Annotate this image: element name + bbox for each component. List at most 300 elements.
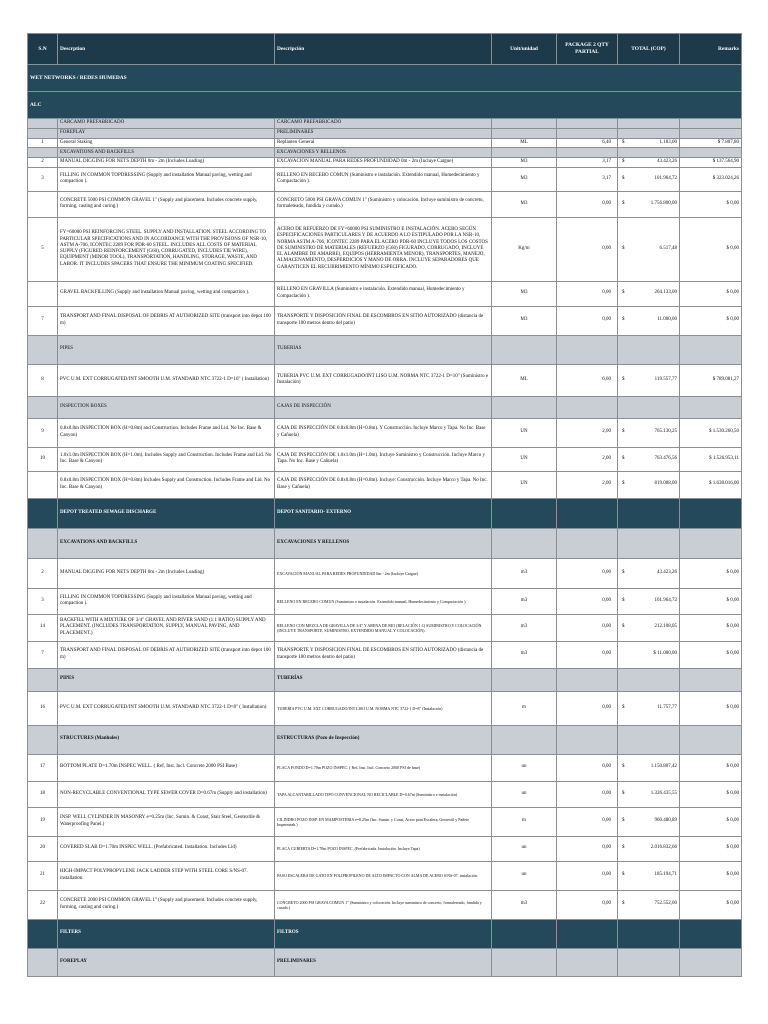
table-row — [28, 781, 742, 807]
remarks-empty — [680, 129, 742, 139]
total-empty — [618, 335, 680, 364]
quantity-cell: 0,00 — [557, 191, 618, 217]
total-cell — [618, 588, 680, 614]
total-cell — [618, 754, 680, 781]
remarks-empty — [680, 919, 742, 948]
total-cell — [618, 781, 680, 807]
unit-cell: m — [492, 807, 557, 836]
unit-cell: ML — [492, 139, 557, 148]
item-number: 18 — [28, 781, 58, 807]
description-en: TRANSPORT AND FINAL DISPOSAL OF DEBRIS AT AUTHORIZED SITE (transport into depot 100 m) — [58, 641, 275, 668]
sn-empty — [28, 148, 58, 158]
table-row — [28, 836, 742, 861]
unit-empty — [492, 129, 557, 139]
quantity-cell: 0,00 — [557, 691, 618, 725]
quantity-cell: 0,00 — [557, 306, 618, 335]
total-cell — [618, 191, 680, 217]
sn-empty — [28, 528, 58, 558]
total-amount: 763.476,56 — [654, 455, 677, 461]
subsection-row — [28, 335, 742, 364]
remarks-cell: $ 789.081,27 — [680, 364, 742, 396]
description-es: CILINDRO POZO INSP. EN MAMPOSTERIA e=0.25m (Inc. Sumin. y Const, Acero para Escalera, Geotextil y Pañete Impermeab.) — [275, 807, 492, 836]
group-header-row — [28, 919, 742, 948]
currency-symbol: $ — [622, 175, 625, 181]
sn-empty — [28, 725, 58, 754]
quantity-cell: 0,00 — [557, 781, 618, 807]
sn-empty — [28, 119, 58, 129]
total-cell — [618, 418, 680, 447]
quantity-cell: 0,00 — [557, 217, 618, 281]
quantity-empty — [557, 148, 618, 158]
total-empty — [618, 119, 680, 129]
description-en: TRANSPORT AND FINAL DISPOSAL OF DEBRIS AT AUTHORIZED SITE (transport into depot 100 m) — [58, 306, 275, 335]
description-es: RELLENO CON MEZCLA DE GRAVILLA DE 3/4" Y ARENA DE RIO (RELACIÓN 1:1) SUMINISTRO Y COLOCACIÓN. (INCLUYE TRANSPORTE, SUMINISTRO, EXTENDIDO MANUAL Y COLOCACIÓN). — [275, 614, 492, 641]
quantity-empty — [557, 396, 618, 418]
total-amount: 11.000,00 — [657, 317, 677, 323]
header-description-es: Descripción — [275, 34, 492, 65]
subsection-title-en: STRUCTURES (Manholes) — [58, 725, 275, 754]
description-en: 0.8x0.8m INSPECTION BOX (H=0.8m) and Construction. Includes Frame and Lid. No Inc. Base & Canyon) — [58, 418, 275, 447]
quantity-cell: 0,00 — [557, 807, 618, 836]
unit-cell: un — [492, 861, 557, 890]
total-amount: 43.423,26 — [657, 569, 677, 575]
description-es: CONCRETO 2000 PSI GRAVA COMUN 1" (Suministro y colocación. Incluye suministro de concreto, formaleteado, fundida y curado.) — [275, 890, 492, 919]
currency-symbol: $ — [622, 200, 625, 206]
description-en: INSP. WELL CYLINDER IN MASONRY e=0.25m (Inc. Sumin. & Const, Stair Steel, Geotextile & Waterproofing Panel.) — [58, 807, 275, 836]
currency-symbol: $ — [622, 764, 625, 770]
total-amount: 101.964,72 — [654, 597, 677, 603]
quantity-empty — [557, 725, 618, 754]
item-number: 1 — [28, 139, 58, 148]
unit-cell: m3 — [492, 558, 557, 588]
remarks-cell: $ 0,00 — [680, 781, 742, 807]
subsection-row — [28, 396, 742, 418]
quantity-empty — [557, 948, 618, 976]
total-empty — [618, 148, 680, 158]
remarks-empty — [680, 725, 742, 754]
sn-empty — [28, 919, 58, 948]
unit-cell: m3 — [492, 890, 557, 919]
currency-symbol: $ — [622, 818, 625, 824]
quantity-cell: 3,17 — [557, 167, 618, 191]
header-package-qty: PACKAGE 2 QTY PARTIAL — [557, 34, 618, 65]
total-empty — [618, 129, 680, 139]
table-row — [28, 418, 742, 447]
total-amount: 752.552,00 — [654, 901, 677, 907]
subsection-title-es: CÁRCAMO PREFABRICADO — [275, 119, 492, 129]
currency-symbol: $ — [622, 140, 625, 145]
subsection-row — [28, 119, 742, 129]
description-en: GRAVEL BACKFILLING (Supply and installation Manual paving, wetting and compaction ). — [58, 281, 275, 306]
remarks-cell: $ 1.530.260,50 — [680, 418, 742, 447]
total-empty — [618, 528, 680, 558]
unit-empty — [492, 948, 557, 976]
quantity-cell: 2,00 — [557, 418, 618, 447]
unit-cell: un — [492, 754, 557, 781]
total-amount: 11.000,00 — [657, 651, 677, 657]
description-es: CONCRETO 5000 PSI GRAVA COMUN 1" (Suministro y colocación. Incluye suministro de concreto, formaleteado, fundida y curado.) — [275, 191, 492, 217]
total-cell — [618, 641, 680, 668]
total-empty — [618, 948, 680, 976]
quantity-cell: 6,60 — [557, 364, 618, 396]
quantity-cell: 0,00 — [557, 558, 618, 588]
header-description-en: Descrption — [58, 34, 275, 65]
item-number — [28, 281, 58, 306]
item-number: 20 — [28, 836, 58, 861]
group-header-row — [28, 498, 742, 528]
remarks-cell: $ 0,00 — [680, 614, 742, 641]
total-empty — [618, 725, 680, 754]
remarks-empty — [680, 148, 742, 158]
item-number: 2 — [28, 558, 58, 588]
unit-cell: M3 — [492, 306, 557, 335]
currency-symbol: $ — [622, 429, 625, 435]
description-en: PVC U.M. EXT CORRUGATED/INT SMOOTH U.M. STANDARD NTC 3722-1 D=8" ( Installation) — [58, 691, 275, 725]
table-row — [28, 217, 742, 281]
subsection-title-es: PRELIMINARES — [275, 129, 492, 139]
table-row — [28, 281, 742, 306]
item-number: 17 — [28, 754, 58, 781]
subsection-title-en: PIPES — [58, 668, 275, 691]
total-cell — [618, 447, 680, 471]
subsection-title-es: PRELIMINARES — [275, 948, 492, 976]
total-amount: 1.150.807,42 — [650, 764, 677, 770]
subsection-title-es: EXCAVACIONES Y RELLENOS — [275, 148, 492, 158]
total-amount: 119.557,77 — [654, 376, 677, 382]
currency-symbol: $ — [622, 245, 625, 251]
currency-symbol: $ — [622, 376, 625, 382]
currency-symbol: $ — [622, 159, 625, 165]
total-amount: 1.183,00 — [659, 140, 677, 145]
description-en: BOTTOM PLATE D=1.70m INSPEC WELL. ( Ref, Inst. Incl. Concrete 2000 PSI Base) — [58, 754, 275, 781]
description-en: FY=60000 PSI REINFORCING STEEL. SUPPLY AND INSTALLATION. STEEL ACCORDING TO PARTICULAR SPECIFICATIONS AND IN ACCORDANCE WITH THE PROVISIONS OF NSR-10, ASTM A-706, ICONTEC 2289 FOR PDR-60 STEEL. INCLUDES ALL COSTS OF MATERIAL SUPPLY (FIGURED REINFORCEMENT (G60), CORRUGATED, INCLUDES TIE WIRE), EQUIPMENT (MINOR TOOL), TRANSPORTATION, HANDLING, STORAGE, WASTE, AND LABOR. IT INCLUDES SPACERS THAT ENSURE THE MINIMUM COATING SPECIFIED. — [58, 217, 275, 281]
total-cell — [618, 807, 680, 836]
unit-cell: M3 — [492, 158, 557, 167]
subsection-title-es: TUBERIAS — [275, 335, 492, 364]
description-en: CONCRETE 2000 PSI COMMON GRAVEL 1" (Supply and placement. Includes concrete supply, forming, casting and curing.) — [58, 890, 275, 919]
subsection-title-en: FILTERS — [58, 919, 275, 948]
unit-cell: un — [492, 781, 557, 807]
table-row — [28, 861, 742, 890]
table-header-row — [28, 34, 742, 65]
description-es: PLACA FONDO D=1.70m POZO INSPEC. ( Ref, Inst. Incl. Concreto 2000 PSI de base) — [275, 754, 492, 781]
item-number: 3 — [28, 588, 58, 614]
total-amount: 2.016.832,66 — [650, 845, 677, 851]
total-cell — [618, 167, 680, 191]
table-row — [28, 807, 742, 836]
total-amount: 11.757,77 — [657, 704, 677, 710]
table-row — [28, 447, 742, 471]
total-amount: 765.130,25 — [654, 429, 677, 435]
quantity-empty — [557, 498, 618, 528]
quantity-empty — [557, 335, 618, 364]
total-amount: 43.423,26 — [657, 159, 677, 165]
total-cell — [618, 614, 680, 641]
sn-empty — [28, 335, 58, 364]
description-en: General Staking — [58, 139, 275, 148]
subsection-row — [28, 528, 742, 558]
item-number — [28, 471, 58, 498]
subsection-title-en: PIPES — [58, 335, 275, 364]
subsection-row — [28, 129, 742, 139]
currency-symbol: $ — [622, 317, 625, 323]
total-cell — [618, 158, 680, 167]
currency-symbol: $ — [622, 481, 625, 487]
unit-empty — [492, 498, 557, 528]
description-es: TRANSPORTE Y DISPOSICION FINAL DE ESCOMBROS EN SITIO AUTORIZADO (distancia de transporte 100 metros dentro del patio) — [275, 641, 492, 668]
item-number: 5 — [28, 217, 58, 281]
unit-empty — [492, 528, 557, 558]
unit-empty — [492, 119, 557, 129]
total-cell — [618, 139, 680, 148]
currency-symbol: $ — [622, 901, 625, 907]
remarks-cell: $ 0,00 — [680, 641, 742, 668]
total-cell — [618, 836, 680, 861]
subsection-row — [28, 148, 742, 158]
total-amount: 960.480,89 — [654, 818, 677, 824]
item-number: 9 — [28, 418, 58, 447]
remarks-cell: $ 0,00 — [680, 588, 742, 614]
total-cell — [618, 281, 680, 306]
description-es: TUBERIA PVC U.M. EXT CORRUGADO/INT LISO U.M. NORMA NTC 3722-1 D=8" (Instalación) — [275, 691, 492, 725]
total-cell — [618, 691, 680, 725]
remarks-cell: $ 0,00 — [680, 558, 742, 588]
quantity-empty — [557, 528, 618, 558]
remarks-cell: $ 7.807,80 — [680, 139, 742, 148]
item-number: 8 — [28, 364, 58, 396]
subsection-title-en: FOREPLAY — [58, 948, 275, 976]
table-row — [28, 588, 742, 614]
total-amount: 212.108,05 — [654, 624, 677, 630]
total-amount: 264.133,00 — [654, 290, 677, 296]
header-sn: S.N — [28, 34, 58, 65]
table-row — [28, 167, 742, 191]
table-row — [28, 641, 742, 668]
unit-empty — [492, 919, 557, 948]
subsection-title-en: EXCAVATIONS AND BACKFILLS — [58, 148, 275, 158]
table-row — [28, 364, 742, 396]
item-number: 7 — [28, 306, 58, 335]
currency-symbol: $ — [622, 845, 625, 851]
description-es: EXCAVACION MANUAL PARA REDES PROFUNDIDAD 0m - 2m (Incluye Cargue) — [275, 158, 492, 167]
total-amount: 1.326.435,55 — [650, 790, 677, 796]
description-en: MANUAL DIGGING FOR NETS DEPTH 0m - 2m (Includes Loading) — [58, 158, 275, 167]
currency-symbol: $ — [622, 624, 625, 630]
description-es: RELLENO EN GRAVILLA (Suministro e instalación. Extendido manual, Humedecimiento y Compactación ). — [275, 281, 492, 306]
remarks-cell: $ 137.564,90 — [680, 158, 742, 167]
subsection-title-en: FOREPLAY — [58, 129, 275, 139]
table-row — [28, 139, 742, 148]
currency-symbol: $ — [622, 872, 625, 878]
total-amount: 6.517,48 — [659, 245, 677, 251]
quantity-empty — [557, 919, 618, 948]
remarks-cell: $ 0,00 — [680, 890, 742, 919]
table-row — [28, 191, 742, 217]
total-amount: 185.194,71 — [654, 872, 677, 878]
table-row — [28, 306, 742, 335]
remarks-empty — [680, 528, 742, 558]
description-en: BACKFILL WITH A MIXTURE OF 3/4" GRAVEL AND RIVER SAND (1:1 RATIO) SUPPLY AND PLACEMENT. (INCLUDES TRANSPORTATION, SUPPLY, MANUAL PAVING, AND PLACEMENT.) — [58, 614, 275, 641]
description-es: RELLENO EN RECEBO COMUN (Suministro e instalación. Extendido manual, Humedecimiento y Compactación ). — [275, 588, 492, 614]
description-es: CAJA DE INSPECCIÓN DE 0.8x0.8m (H=0.8m). Incluye: Construcción. Incluye Marco y Tapa. No Inc. Base y Cañuela) — [275, 471, 492, 498]
remarks-empty — [680, 335, 742, 364]
description-en: 1.0x1.0m INSPECTION BOX (H=1.0m). Includes Supply and Construction. Includes Frame and Lid. No Inc. Base & Canyon) — [58, 447, 275, 471]
currency-symbol: $ — [622, 569, 625, 575]
description-en: FILLING IN COMMON TOPDRESSING (Supply and installation Manual paving, wetting and compaction ). — [58, 167, 275, 191]
unit-empty — [492, 725, 557, 754]
remarks-cell: $ 0,00 — [680, 191, 742, 217]
unit-cell: UN — [492, 418, 557, 447]
total-amount: 1.756.800,00 — [650, 200, 677, 206]
description-es: EXCAVACION MANUAL PARA REDES PROFUNDIDAD 0m - 2m (Incluye Cargue) — [275, 558, 492, 588]
unit-cell: m — [492, 691, 557, 725]
remarks-cell: $ 0,00 — [680, 306, 742, 335]
subsection-title-es: TUBERÍAS — [275, 668, 492, 691]
description-es: TAPA ALCANTARILLADO TIPO CONVENCIONAL NO RECICLABLE D=0.67m (Suministro e instalación) — [275, 781, 492, 807]
description-en: COVERED SLAB D=1.70m INSPEC WELL. (Prefabricated. Installation. Includes Lid) — [58, 836, 275, 861]
unit-cell: m3 — [492, 588, 557, 614]
total-cell — [618, 306, 680, 335]
quantity-cell: 0,00 — [557, 861, 618, 890]
sn-empty — [28, 948, 58, 976]
sn-empty — [28, 129, 58, 139]
unit-cell: UN — [492, 447, 557, 471]
remarks-empty — [680, 948, 742, 976]
unit-cell: UN — [492, 471, 557, 498]
item-number: 16 — [28, 691, 58, 725]
currency-symbol: $ — [622, 597, 625, 603]
remarks-cell: $ 0,00 — [680, 281, 742, 306]
table-row — [28, 890, 742, 919]
currency-symbol: $ — [622, 790, 625, 796]
unit-cell: ML — [492, 364, 557, 396]
sn-empty — [28, 668, 58, 691]
subsection-title-en: DEPOT TREATED SEWAGE DISCHARGE — [58, 498, 275, 528]
description-en: FILLING IN COMMON TOPDRESSING (Supply and installation Manual paving, wetting and compaction ). — [58, 588, 275, 614]
total-empty — [618, 668, 680, 691]
description-es: CAJA DE INSPECCIÓN DE 0.8x0.8m (H=0.8m). Y Construcción. Incluye Marco y Tapa. No Inc. Base y Cañuela) — [275, 418, 492, 447]
bill-of-quantities-table — [27, 33, 742, 977]
total-empty — [618, 498, 680, 528]
description-en: 0.8x0.8m INSPECTION BOX (H=0.8m) Includes Supply and Construction. Includes Frame and Lid. No Inc. Base & Canyon) — [58, 471, 275, 498]
total-cell — [618, 364, 680, 396]
currency-symbol: $ — [622, 290, 625, 296]
remarks-cell: $ 0,00 — [680, 691, 742, 725]
description-en: HIGH-IMPACT POLYPROPYLENE JACK LADDER STEP WITH STEEL CORE S/NS-07. installation. — [58, 861, 275, 890]
item-number: 7 — [28, 641, 58, 668]
quantity-cell: 0,00 — [557, 890, 618, 919]
description-en: CONCRETE 5000 PSI COMMON GRAVEL 1" (Supply and placement. Includes concrete supply, forming, casting and curing.) — [58, 191, 275, 217]
table-row — [28, 754, 742, 781]
subsection-title-en: CÁRCAMO PREFABRICADO — [58, 119, 275, 129]
quantity-cell: 2,00 — [557, 447, 618, 471]
remarks-empty — [680, 119, 742, 129]
quantity-cell: 0,00 — [557, 641, 618, 668]
quantity-empty — [557, 119, 618, 129]
total-cell — [618, 890, 680, 919]
sn-empty — [28, 498, 58, 528]
remarks-cell: $ 323.024,26 — [680, 167, 742, 191]
description-es: TRANSPORTE Y DISPOSICION FINAL DE ESCOMBROS EN SITIO AUTORIZADO (distancia de transporte 100 metros dentro del patio) — [275, 306, 492, 335]
subsection-title-es: EXCAVACIONES Y RELLENOS — [275, 528, 492, 558]
currency-symbol: $ — [653, 651, 656, 657]
description-es: CAJA DE INSPECCIÓN DE 1.0x1.0m (H=1.0m). Incluye Suministro y Construcción. Incluye Marco y Tapa. No Inc. Base y Cañuela) — [275, 447, 492, 471]
description-es: PLACA CUBIERTA D=1.70m POZO INSPEC. (Prefabricada. Instalación. Incluye Tapa) — [275, 836, 492, 861]
description-es: ACERO DE REFUERZO DE FY=60000 PSI SUMINISTRO E INSTALACIÓN. ACERO SEGÚN ESPECIFICACIONES PARTICULARES Y DE ACUERDO A LO ESTIPULADO POR LA NSR-10, NORMA ASTM A-706, ICONTEC 2289 PARA EL ACERO PDR-60 INCLUYE TODOS LOS COSTOS DE SUMINISTRO DE MATERIALES (REFUERZO (G60) FIGURADO, CORRUGADO, INCLUYE EL ALAMBRE DE AMARRE), EQUIPOS (HERRAMIENTA MENOR), TRANSPORTES, MANEJO, ALMACENAMIENTO, DESPERDICIOS Y MANO DE OBRA. INCLUYE SEPARADORES QUE GARANTICEN EL RECUBRIMIENTO MÍNIMO ESPECIFICADO. — [275, 217, 492, 281]
quantity-cell: 0,00 — [557, 588, 618, 614]
section-title-wet-networks: WET NETWORKS / REDES HUMEDAS — [28, 65, 742, 92]
header-total: TOTAL (COP) — [618, 34, 680, 65]
unit-empty — [492, 148, 557, 158]
unit-cell: Kg/m — [492, 217, 557, 281]
remarks-empty — [680, 668, 742, 691]
unit-cell: M3 — [492, 167, 557, 191]
unit-empty — [492, 668, 557, 691]
table-row — [28, 558, 742, 588]
header-unit: Unit/unidad — [492, 34, 557, 65]
item-number: 22 — [28, 890, 58, 919]
table-row — [28, 691, 742, 725]
section-row-alc — [28, 92, 742, 119]
subsection-row — [28, 948, 742, 976]
unit-empty — [492, 396, 557, 418]
section-row-wet-networks — [28, 65, 742, 92]
subsection-row — [28, 668, 742, 691]
description-en: MANUAL DIGGING FOR NETS DEPTH 0m - 2m (Includes Loading) — [58, 558, 275, 588]
total-cell — [618, 558, 680, 588]
subsection-title-es: DEPOT SANITARIO- EXTERNO — [275, 498, 492, 528]
total-cell — [618, 471, 680, 498]
quantity-cell: 0,00 — [557, 614, 618, 641]
quantity-cell: 0,00 — [557, 836, 618, 861]
subsection-title-es: FILTROS — [275, 919, 492, 948]
quantity-empty — [557, 129, 618, 139]
description-en: NON-RECYCLABLE CONVENTIONAL TYPE SEWER COVER D=0.67m (Supply and installation) — [58, 781, 275, 807]
quantity-cell: 2,00 — [557, 471, 618, 498]
item-number: 14 — [28, 614, 58, 641]
remarks-cell: $ 0,00 — [680, 807, 742, 836]
total-cell — [618, 217, 680, 281]
unit-cell: m3 — [492, 614, 557, 641]
unit-cell: M3 — [492, 191, 557, 217]
item-number: 3 — [28, 167, 58, 191]
item-number: 19 — [28, 807, 58, 836]
remarks-cell: $ 0,00 — [680, 836, 742, 861]
unit-cell: un — [492, 836, 557, 861]
total-amount: 819.008,00 — [654, 481, 677, 487]
subsection-title-es: ESTRUCTURAS (Pozo de Inspección) — [275, 725, 492, 754]
total-empty — [618, 919, 680, 948]
header-remarks: Remarks — [680, 34, 742, 65]
unit-cell: M3 — [492, 281, 557, 306]
subsection-title-en: EXCAVATIONS AND BACKFILLS — [58, 528, 275, 558]
description-es: PASO ESCALERA DE GATO EN POLIPROPILENO DE ALTO IMPACTO CON ALMA DE ACERO S/NS-07. instalación. — [275, 861, 492, 890]
item-number: 21 — [28, 861, 58, 890]
total-amount: 101.964,72 — [654, 175, 677, 181]
remarks-cell: $ 0,00 — [680, 754, 742, 781]
description-es: TUBERIA PVC U.M. EXT CORRUGADO/INT LISO U.M. NORMA NTC 3722-1 D=10" (Suministro e Instalación) — [275, 364, 492, 396]
remarks-empty — [680, 498, 742, 528]
unit-cell: m3 — [492, 641, 557, 668]
table-row — [28, 158, 742, 167]
subsection-title-es: CAJAS DE INSPECCIÓN — [275, 396, 492, 418]
quantity-empty — [557, 668, 618, 691]
remarks-cell: $ 1.526.953,11 — [680, 447, 742, 471]
remarks-empty — [680, 396, 742, 418]
table-row — [28, 614, 742, 641]
sn-empty — [28, 396, 58, 418]
quantity-cell: 6,40 — [557, 139, 618, 148]
